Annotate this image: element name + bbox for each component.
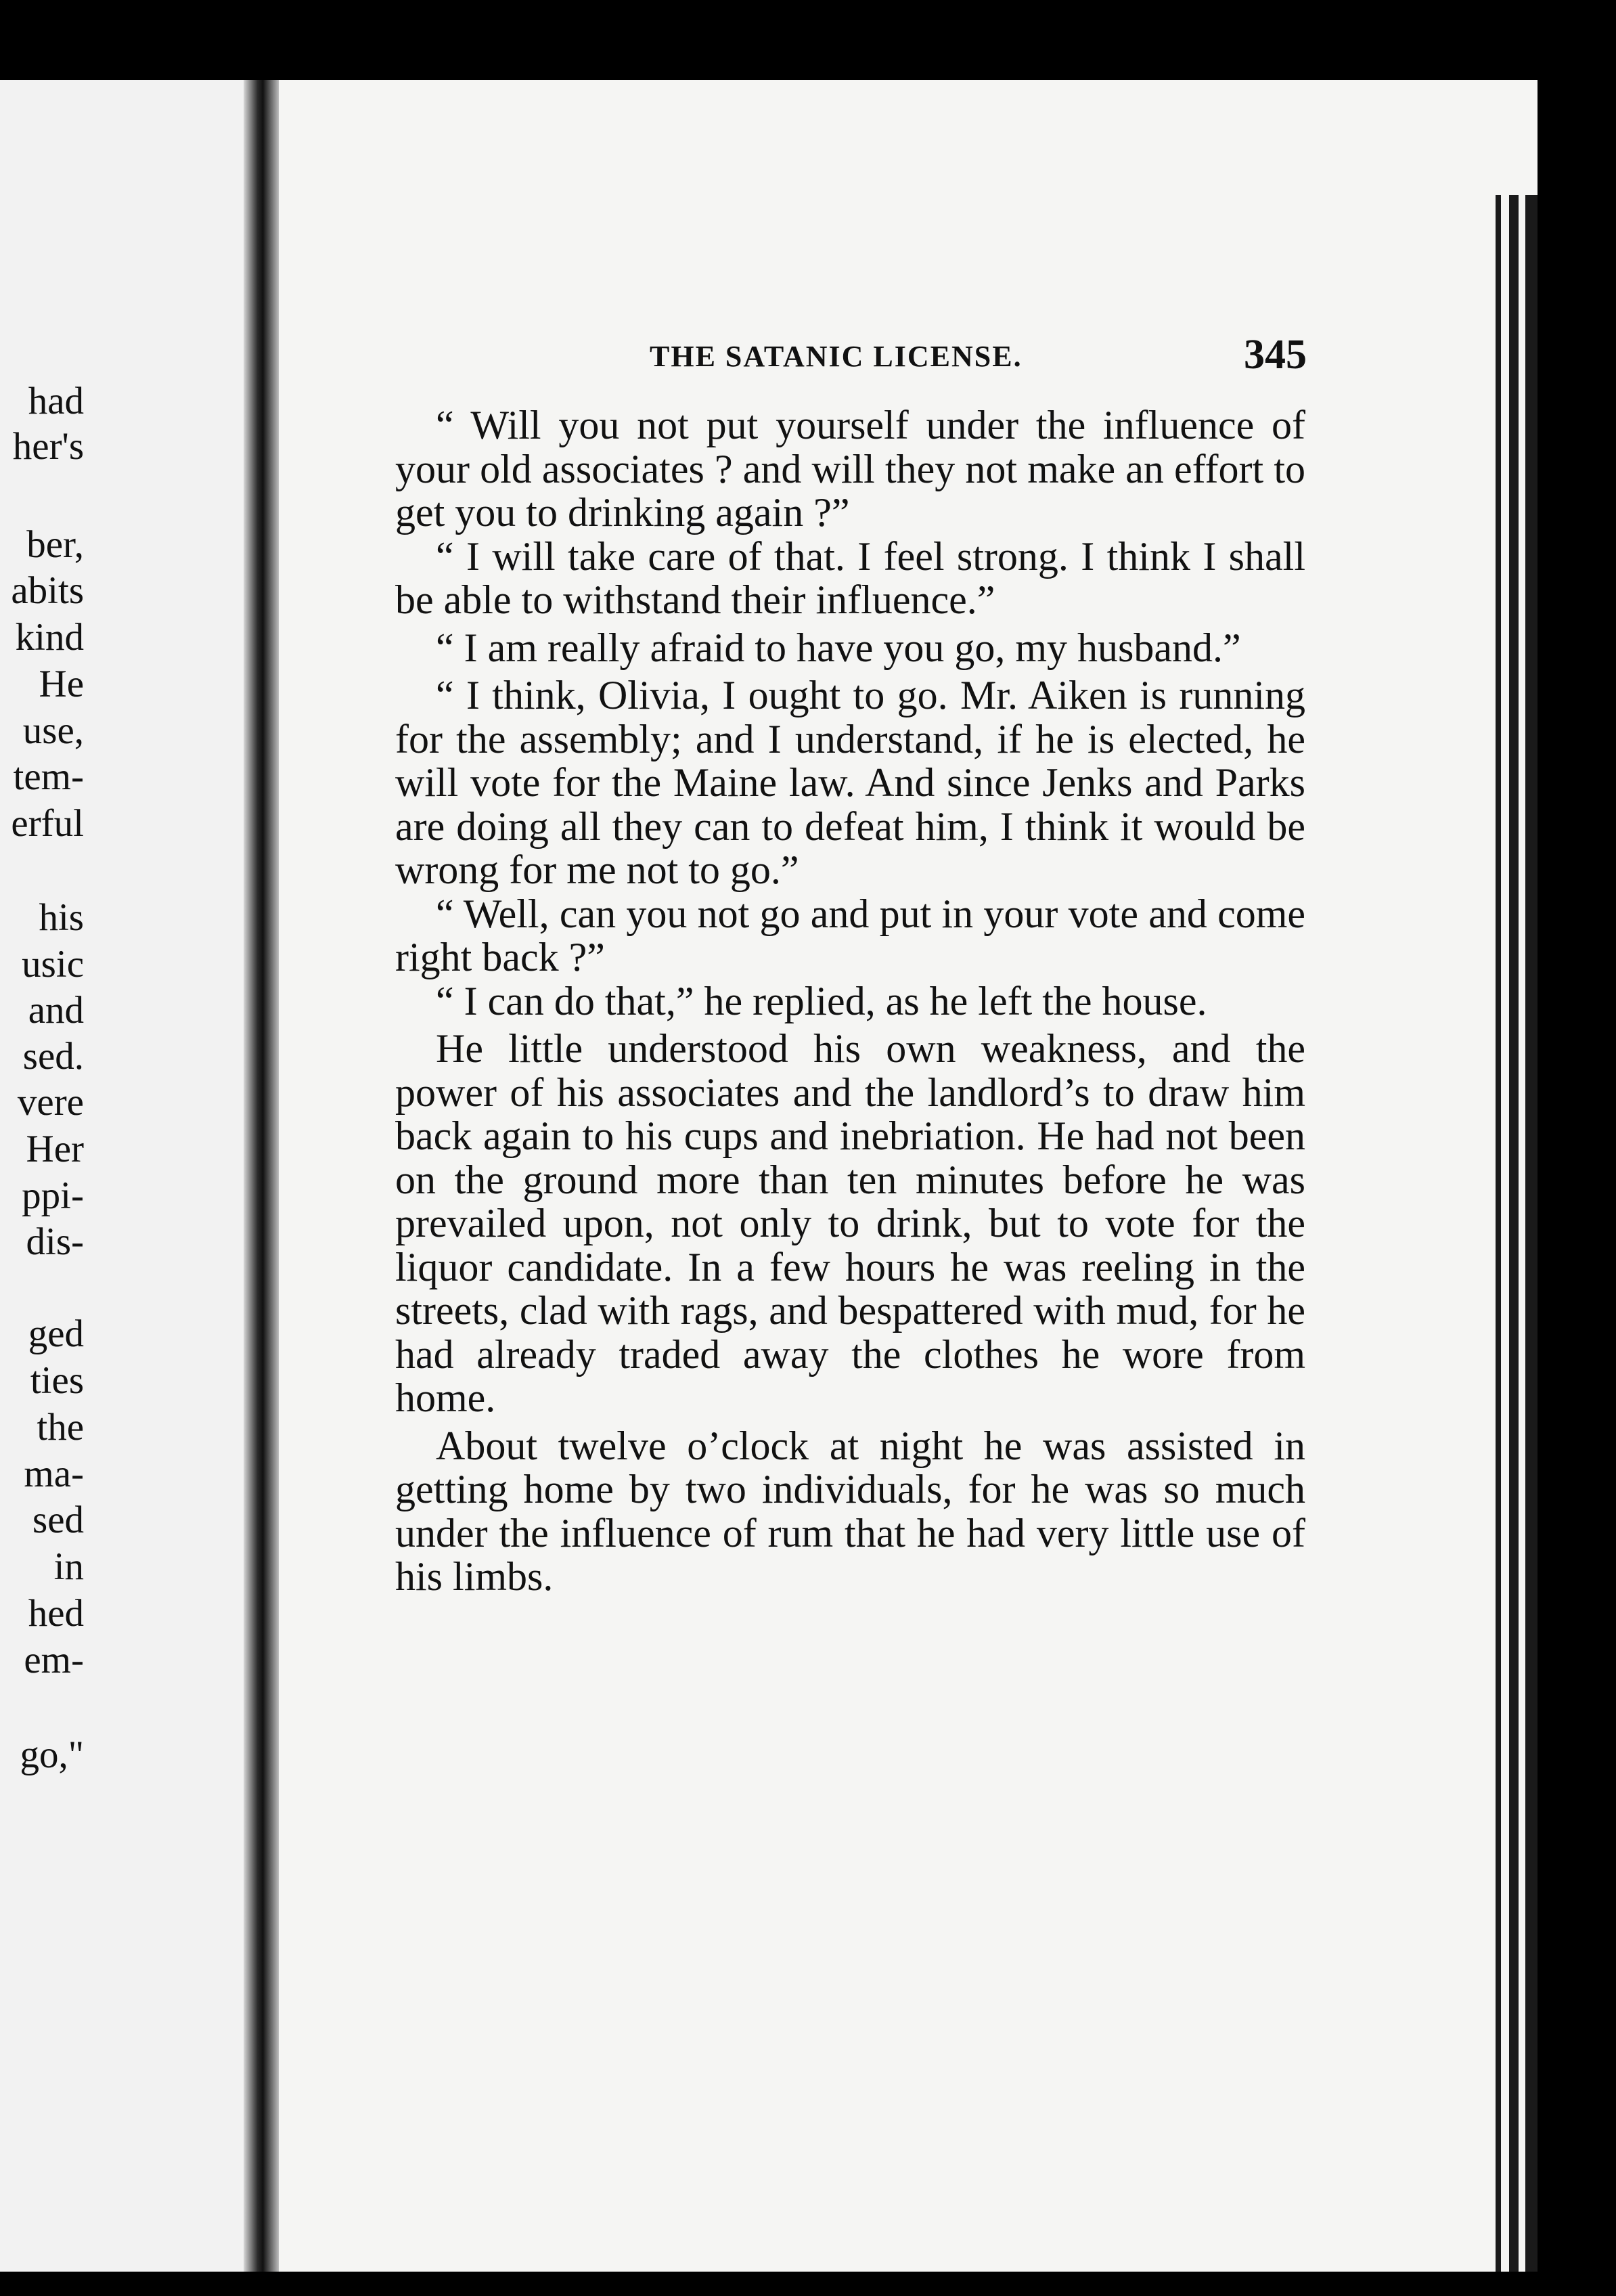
left-line-2: her's: [12, 425, 84, 468]
page-edge-line: [1525, 195, 1538, 2272]
paragraph: About twelve o’clock at night he was assisted in getting home by two individuals, for he was so much under the influence of rum that he had very little use of his limbs.: [395, 1423, 1305, 1599]
page-edge-line: [1496, 195, 1501, 2272]
page-number: 345: [1244, 332, 1307, 378]
page-345: [279, 80, 1538, 2272]
left-line-30: go,": [20, 1734, 84, 1776]
left-line-1: had: [28, 380, 84, 422]
left-line-16: vere: [17, 1081, 84, 1124]
left-line-17: Her: [26, 1128, 84, 1170]
left-line-10: erful: [11, 802, 84, 845]
left-line-21: ged: [28, 1312, 84, 1355]
left-line-13: usic: [22, 943, 84, 986]
paragraph: “ I am really afraid to have you go, my husband.”: [436, 625, 1241, 670]
left-line-23: the: [37, 1406, 84, 1449]
paragraph: He little understood his own weakness, and the power of his associates and the landlord’s to draw him back again to his cups and inebriation. He had not been on the ground more than ten minutes before he was prevailed upon, not only to drink, but to vote for the liquor candidate. In a few hours he was reeling in the streets, clad with rags, and bespattered with mud, for he had already traded away the clothes he wore from home.: [395, 1026, 1305, 1420]
left-line-18: ppi-: [22, 1174, 84, 1217]
left-line-19: dis-: [26, 1220, 84, 1263]
left-line-9: tem-: [13, 755, 84, 798]
paragraph: “ Well, can you not go and put in your vote and come right back ?”: [395, 891, 1305, 979]
left-line-6: kind: [15, 616, 84, 659]
left-line-15: sed.: [22, 1035, 84, 1078]
left-page-fragment: [0, 80, 244, 2272]
left-line-22: ties: [30, 1359, 84, 1402]
left-line-27: hed: [28, 1592, 84, 1635]
paragraph: “ Will you not put yourself under the influence of your old associates ? and will they not make an effort to get you to drinking again ?”: [395, 403, 1305, 535]
left-line-28: em-: [24, 1639, 84, 1681]
left-line-26: in: [53, 1545, 84, 1588]
paragraph: “ I will take care of that. I feel strong. I think I shall be able to withstand their influence.”: [395, 533, 1305, 622]
page-header: [279, 334, 1538, 388]
left-line-25: sed: [32, 1499, 84, 1541]
running-head: THE SATANIC LICENSE.: [650, 340, 1023, 373]
left-line-14: and: [28, 989, 84, 1032]
left-line-7: He: [39, 663, 84, 705]
paragraph: “ I think, Olivia, I ought to go. Mr. Aiken is running for the assembly; and I understand, if he is elected, he will vote for the Maine law. And since Jenks and Parks are doing all they can to defeat him, I think it would be wrong for me not to go.”: [395, 673, 1305, 892]
book-gutter: [244, 80, 279, 2272]
left-line-24: ma-: [24, 1453, 84, 1495]
page-edge-line: [1509, 195, 1519, 2272]
left-line-8: use,: [22, 709, 84, 752]
body-text: [395, 403, 1305, 1599]
left-line-12: his: [39, 896, 84, 939]
paragraph: “ I can do that,” he replied, as he left the house.: [436, 978, 1207, 1023]
left-line-5: abits: [11, 569, 84, 612]
left-line-4: ber,: [26, 523, 84, 566]
